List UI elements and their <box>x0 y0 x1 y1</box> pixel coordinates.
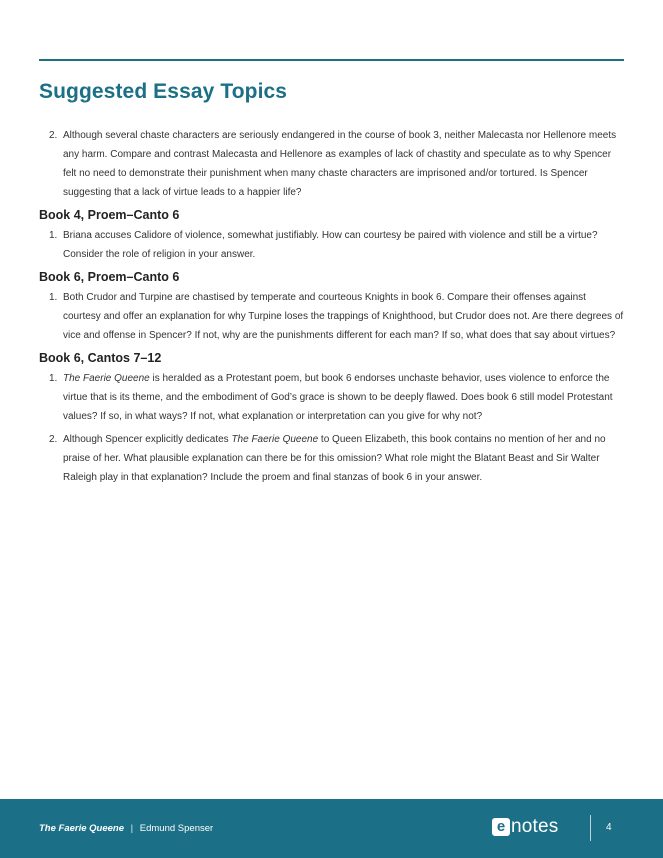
top-divider <box>39 59 624 61</box>
page-footer <box>0 799 663 858</box>
essay-topics-content <box>39 126 624 487</box>
list-item <box>39 369 624 426</box>
item-number: 1. <box>49 230 58 241</box>
list-item <box>39 288 624 345</box>
footer-book-title: The Faerie Queene <box>39 823 125 834</box>
logo-e-mark: e <box>492 818 510 836</box>
item-text: to Queen Elizabeth, this book contains no mention of her and no praise of her. What plausible explanation can there be for this omission? What role might the Blatant Beast and Sir Walter Raleigh play in that explanation? Include the proem and final stanzas of book 6 in your answer. <box>63 434 606 483</box>
topic-list-book-3 <box>39 126 624 202</box>
section-heading-book-6-proem: Book 6, Proem–Canto 6 <box>39 270 180 284</box>
section-heading-book-4: Book 4, Proem–Canto 6 <box>39 208 180 222</box>
item-text: Briana accuses Calidore of violence, somewhat justifiably. How can courtesy be paired with violence and still be a virtue? Consider the role of religion in your answer. <box>63 230 598 260</box>
topic-list-book-6-cantos <box>39 369 624 487</box>
item-text-lead: Although Spencer explicitly dedicates <box>63 434 232 445</box>
page-title: Suggested Essay Topics <box>39 80 288 103</box>
enotes-logo <box>492 817 558 837</box>
item-number: 2. <box>49 130 58 141</box>
item-italic-title: The Faerie Queene <box>231 434 319 445</box>
list-item <box>39 226 624 264</box>
topic-list-book-4 <box>39 226 624 264</box>
logo-wordmark: notes <box>511 816 559 837</box>
footer-author: Edmund Spenser <box>139 823 214 834</box>
item-italic-title: The Faerie Queene <box>63 373 150 384</box>
section-heading-book-6-cantos: Book 6, Cantos 7–12 <box>39 351 162 365</box>
footer-separator: | <box>130 823 134 834</box>
list-item <box>39 430 624 487</box>
page-number: 4 <box>606 822 612 833</box>
item-text: Both Crudor and Turpine are chastised by temperate and courteous Knights in book 6. Compare their offenses against courtesy and offer an explanation for why Turpine loses the trappings of Knighthood, but Crudor does not. Are there degrees of vice and offense in Spencer? If not, why are the punishments different for each man? If so, what does that say about virtues? <box>63 292 624 341</box>
topic-list-book-6-proem <box>39 288 624 345</box>
footer-citation <box>39 823 213 834</box>
item-text: Although several chaste characters are seriously endangered in the course of book 3, neither Malecasta nor Hellenore meets any harm. Compare and contrast Malecasta and Hellenore as examples of lack of chastity and speculate as to why Spencer felt no need to demonstrate their punishment when many chaste characters are imprisoned and/or tortured. Is Spencer suggesting that a lack of virtue leads to a happier life? <box>63 130 617 198</box>
list-item <box>39 126 624 202</box>
item-number: 1. <box>49 292 58 303</box>
item-text: is heralded as a Protestant poem, but book 6 endorses unchaste behavior, uses violence to enforce the virtue that is its theme, and the embodiment of God’s grace is shown to be deeply flawed. Does book 6 still model Protestant values? If so, in what ways? If not, what explanation or interpretation can you give for why not? <box>63 373 613 422</box>
item-number: 1. <box>49 373 58 384</box>
item-number: 2. <box>49 434 58 445</box>
footer-divider <box>590 815 591 841</box>
